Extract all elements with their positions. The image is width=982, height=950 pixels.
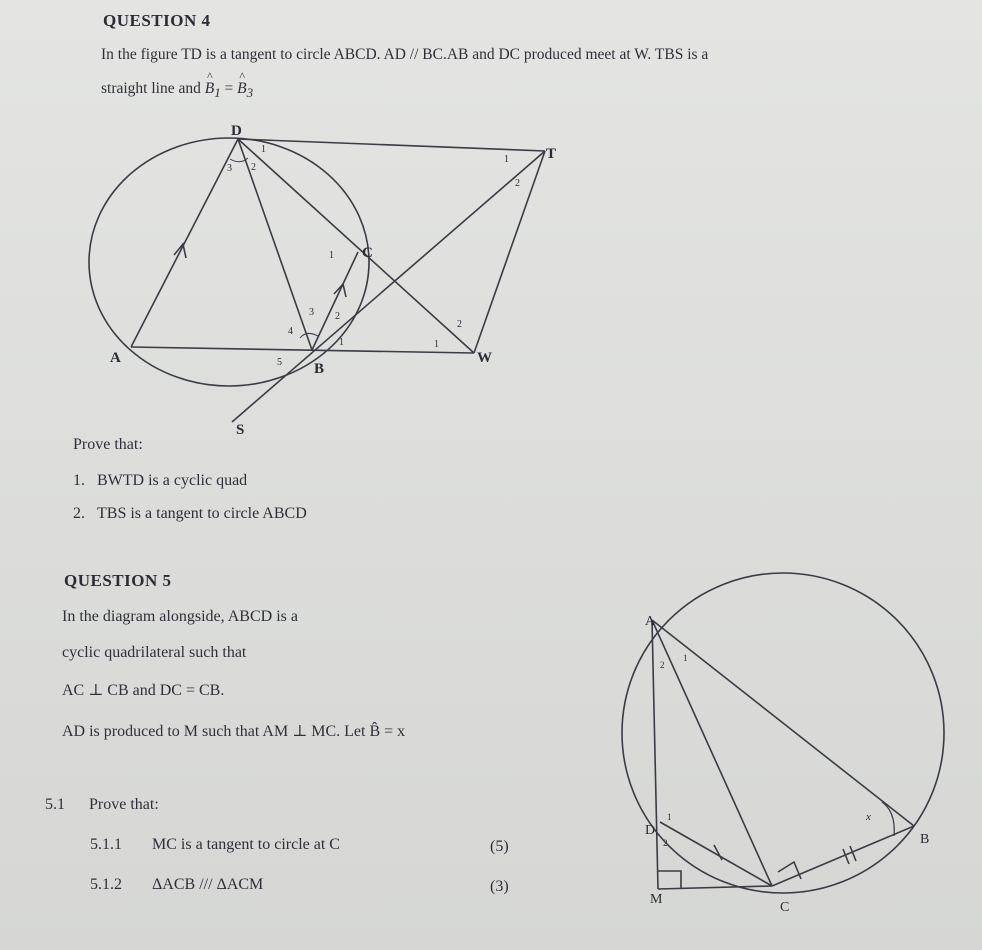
angle-label-w2: 2 [457,319,462,330]
segment-am [652,620,658,889]
q4-statement-line1: In the figure TD is a tangent to circle ABCD. AD // BC.AB and DC produced meet at W. TBS is a [101,46,709,63]
q4-item-2-text: TBS is a tangent to circle ABCD [97,505,307,522]
angle-label-d2-q5: 2 [663,838,668,848]
angle-label-x: x [866,811,871,823]
angle-label-b2: 2 [335,311,340,322]
q5-sub-text: Prove that: [89,796,159,813]
q4-line2-prefix: straight line and [101,80,205,97]
tick-dc [714,845,722,860]
angle-label-d3: 3 [227,163,232,174]
point-q5-a: A [645,614,656,629]
point-t: T [546,146,557,162]
angle-b1-letter: ^ B [205,80,214,98]
point-q5-d: D [645,823,656,838]
q5-part-2-marks: (3) [490,878,509,895]
q4-item-1-num: 1. [73,472,85,489]
q5-point-labels [645,614,929,915]
q4-item-1 [73,472,247,490]
angle-label-c1: 1 [329,250,334,261]
angle-label-t2: 2 [515,178,520,189]
q5-part-1 [90,836,340,854]
segment-dt [238,139,545,151]
segment-ab [652,620,914,826]
point-q5-m: M [650,892,663,907]
angle-label-t1: 1 [504,154,509,165]
point-q5-b: B [920,832,930,847]
q5-sub-heading [45,796,159,814]
point-d: D [231,123,242,139]
tick-cb-1 [843,849,849,864]
point-s: S [236,422,245,438]
angle-label-b5: 5 [277,357,282,368]
angle-label-b3: 3 [309,307,314,318]
angle-label-b1: 1 [339,337,344,348]
angle-label-d1-q5: 1 [667,812,672,822]
q4-item-1-text: BWTD is a cyclic quad [97,472,248,489]
q4-title: QUESTION 4 [103,11,211,30]
point-a: A [110,350,121,366]
q5-part-1-num: 5.1.1 [90,836,122,853]
point-w: W [477,350,492,366]
q5-title: QUESTION 5 [64,571,172,590]
q5-part-1-marks: (5) [490,838,509,855]
angle-label-d2: 2 [251,162,256,173]
q4-prove-label: Prove that: [73,436,143,453]
q4-angle-labels [227,144,520,368]
angle-arc-b [300,333,318,338]
q5-part-2-text: ΔACB /// ΔACM [152,876,264,893]
angle-b1-sub: 1 [214,85,221,101]
segment-db [238,139,312,350]
q4-figure [89,138,545,422]
angle-label-a1: 1 [683,653,688,663]
segment-aw [131,347,474,353]
angle-arc-b-q5 [882,802,894,836]
q5-part-2-num: 5.1.2 [90,876,122,893]
q4-item-2 [73,505,307,523]
circle-q5 [622,573,944,893]
q5-sub-num: 5.1 [45,796,65,813]
q5-line-1: In the diagram alongside, ABCD is a [62,608,298,625]
q5-figure [622,573,944,893]
segment-dw [238,139,474,353]
q4-item-2-num: 2. [73,505,85,522]
angle-eq-sign: = [220,80,238,97]
segment-cb [772,826,914,886]
angle-b3-sub: 3 [246,85,254,101]
right-angle-c [778,862,801,879]
q5-line-2: cyclic quadrilateral such that [62,644,247,661]
angle-label-a2: 2 [660,660,665,670]
angle-label-d1: 1 [261,144,266,155]
point-c: C [362,245,373,261]
q5-angle-labels [660,653,871,848]
q5-line-3: AC ⊥ CB and DC = CB. [62,682,225,699]
angle-b3-letter: ^ B [237,80,246,98]
right-angle-m [658,871,681,888]
angle-label-w1: 1 [434,339,439,350]
q5-line-4: AD is produced to M such that AM ⊥ MC. Let B̂ = x [62,723,406,740]
q4-point-labels [110,123,556,438]
q5-part-2 [90,876,263,894]
point-b: B [314,361,325,377]
q5-part-1-text: MC is a tangent to circle at C [152,836,340,853]
segment-ad [131,139,238,347]
angle-label-b4: 4 [288,326,293,337]
segment-bc [312,252,358,350]
segment-mc [658,886,772,889]
point-q5-c: C [780,900,790,915]
